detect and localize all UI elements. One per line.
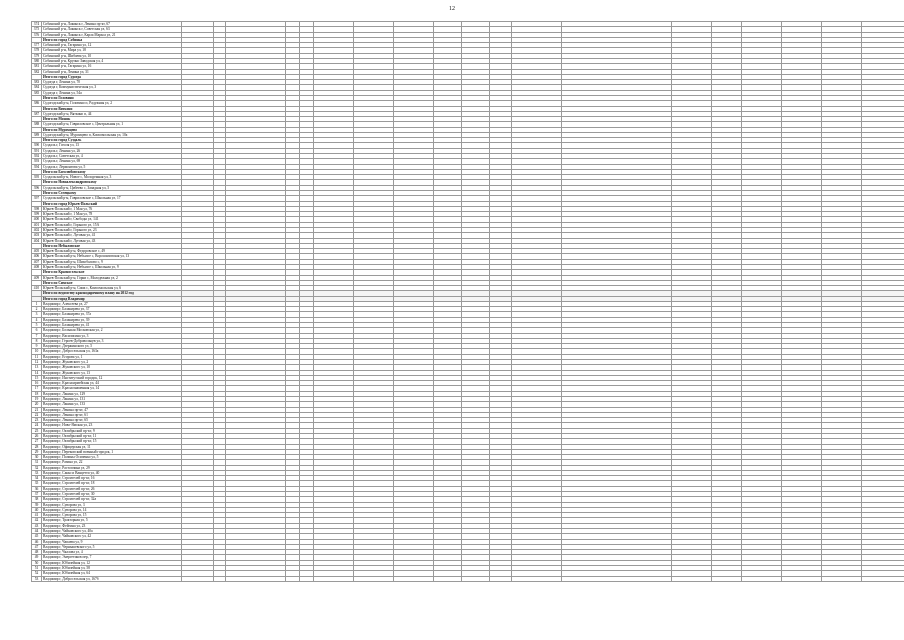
row-number: 378 <box>32 48 42 53</box>
row-address: Владимир г, Чкалова ул, 4 <box>42 550 182 555</box>
row-number: 28 <box>32 444 42 449</box>
row-number: 386 <box>32 101 42 106</box>
row-number: 385 <box>32 90 42 95</box>
row-address: Владимир г, Строителей пр-кт, 18 <box>42 481 182 486</box>
row-number: 376 <box>32 32 42 37</box>
row-number: 15 <box>32 375 42 380</box>
row-number: 17 <box>32 386 42 391</box>
row-number: 30 <box>32 455 42 460</box>
row-address: Владимир г, Балакирева ул, 39 <box>42 317 182 322</box>
row-address: Владимир г, Чайковского ул, 40а <box>42 529 182 534</box>
row-address: Собинский р-н, Гагарина ул, 12 <box>42 43 182 48</box>
row-address: Владимир г, Жуковского ул, 10 <box>42 365 182 370</box>
row-address: Владимир г, Дзержинского ул, 5 <box>42 344 182 349</box>
register-table <box>31 21 904 582</box>
row-number: 47 <box>32 544 42 549</box>
row-number: 27 <box>32 439 42 444</box>
row-address: Владимир г, Сакко и Ванцетти ул, 40 <box>42 470 182 475</box>
row-number: 399 <box>32 212 42 217</box>
row-address: Владимир г, Егорова ул, 1 <box>42 354 182 359</box>
row-address: Владимир г, Алексеева ул, 27 <box>42 301 182 306</box>
row-address: Юрьев-Польский р-н, Сима с, Комсомольская ул, 6 <box>42 286 182 291</box>
row-number: 6 <box>32 328 42 333</box>
row-cell <box>286 576 300 581</box>
row-address: Итого по Симское <box>42 280 182 285</box>
row-address: Владимир г, Лакина ул, 131 <box>42 396 182 401</box>
row-number: 9 <box>32 344 42 349</box>
row-number: 410 <box>32 286 42 291</box>
row-address: Владимир г, Балакирева ул, 37а <box>42 312 182 317</box>
row-address: Владимир г, Ленина пр-кт, 61 <box>42 412 182 417</box>
row-address: Владимир г, Офицерская ул, 11 <box>42 444 182 449</box>
row-address: Юрьев-Польский г, Луговая ул, 43 <box>42 238 182 243</box>
row-address: Владимир г, Лакина ул, 133 <box>42 402 182 407</box>
row-address: Судогда г, Ленина ул, 54а <box>42 90 182 95</box>
row-cell <box>862 576 904 581</box>
row-cell <box>300 576 314 581</box>
row-address: Итого по Селецкому <box>42 191 182 196</box>
row-address: Итого по город Владимир <box>42 296 182 301</box>
row-cell <box>314 576 354 581</box>
row-address: Владимир г, Жуковского ул, 2 <box>42 360 182 365</box>
row-number: 37 <box>32 492 42 497</box>
register-body <box>32 22 904 582</box>
row-number: 36 <box>32 486 42 491</box>
row-address: Владимир г, Тракторная ул, 5 <box>42 518 182 523</box>
row-address: Суздаль г, Ленина ул, 69 <box>42 159 182 164</box>
row-number: 41 <box>32 513 42 518</box>
row-address: Юрьев-Польский г, Луговая ул, 41 <box>42 233 182 238</box>
row-cell <box>354 576 394 581</box>
row-address: Собинский р-н, Гагарина ул, 16 <box>42 64 182 69</box>
row-number: 383 <box>32 80 42 85</box>
row-cell <box>226 576 286 581</box>
row-number: 32 <box>32 465 42 470</box>
row-number: 29 <box>32 449 42 454</box>
row-address: Суздальский р-н, Цибеево с, Западная ул, 5 <box>42 185 182 190</box>
row-address: Владимир г, Ленина пр-кт, 47 <box>42 407 182 412</box>
row-number: 20 <box>32 402 42 407</box>
row-cell <box>394 576 434 581</box>
row-address: Суздаль г, Гоголя ул, 13 <box>42 143 182 148</box>
row-number: 40 <box>32 507 42 512</box>
row-number: 375 <box>32 27 42 32</box>
row-number: 49 <box>32 555 42 560</box>
row-number: 21 <box>32 407 42 412</box>
row-number: 14 <box>32 370 42 375</box>
row-address: Итого по город Суздаль <box>42 138 182 143</box>
row-number: 402 <box>32 227 42 232</box>
row-address: Собинский р-н, Лакинск г, Советская ул, 63 <box>42 27 182 32</box>
row-address: Юрьев-Польский г, Горького ул, 15А <box>42 222 182 227</box>
row-address: Собинский р-н, Крупно Заводская ул, 4 <box>42 58 182 63</box>
row-number: 7 <box>32 333 42 338</box>
row-address: Владимир г, Балакирева ул, 37 <box>42 307 182 312</box>
row-address: Итого по город Собинка <box>42 37 182 42</box>
row-number: 409 <box>32 275 42 280</box>
row-number: 408 <box>32 264 42 269</box>
row-address: Владимир г, Красноармейская ул, 44 <box>42 381 182 386</box>
row-address: Итого по Мошок <box>42 117 182 122</box>
row-address: Владимир г, Юбилейная ул, 12 <box>42 560 182 565</box>
row-address: Юрьев-Польский г, Свободы ул, 141 <box>42 217 182 222</box>
row-address: Владимир г, Перекопский военный городок, 1 <box>42 449 182 454</box>
row-address: Итого по Вяткино <box>42 106 182 111</box>
row-address: Владимир г, Василисина ул, 3 <box>42 333 182 338</box>
row-number: 23 <box>32 418 42 423</box>
row-number: 389 <box>32 132 42 137</box>
row-number: 46 <box>32 539 42 544</box>
row-address: Владимир г, Октябрьский пр-кт, 11 <box>42 433 182 438</box>
row-number: 388 <box>32 122 42 127</box>
row-address: Итого по Боголюбовскому <box>42 169 182 174</box>
row-number: 395 <box>32 175 42 180</box>
page-number: 12 <box>449 6 455 12</box>
row-number: 35 <box>32 481 42 486</box>
row-number: 393 <box>32 159 42 164</box>
row-number: 42 <box>32 518 42 523</box>
row-address: Судогодский р-н, Головино п, Радужная ул, 2 <box>42 101 182 106</box>
row-number: 34 <box>32 476 42 481</box>
row-number: 404 <box>32 238 42 243</box>
row-number: 25 <box>32 428 42 433</box>
row-address: Владимир г, Ленина пр-кт, 65 <box>42 418 182 423</box>
row-number: 407 <box>32 259 42 264</box>
row-address: Итого по Красносельское <box>42 270 182 275</box>
row-address: Итого по Новоалександровскому <box>42 180 182 185</box>
row-address: Суздальский р-н, Гавриловское с, Школьная ул, 17 <box>42 196 182 201</box>
row-address: Итого по Головино <box>42 95 182 100</box>
row-cell <box>490 576 512 581</box>
row-number: 1 <box>32 301 42 306</box>
row-number: 2 <box>32 307 42 312</box>
row-address: Юрьев-Польский р-н, Федоровское с, 49 <box>42 249 182 254</box>
row-address: Владимир г, Октябрьский пр-кт, 9 <box>42 428 182 433</box>
row-number: 12 <box>32 360 42 365</box>
row-number: 53 <box>32 576 42 581</box>
row-number: 48 <box>32 550 42 555</box>
row-number: 22 <box>32 412 42 417</box>
row-address: Итого по Муромцево <box>42 127 182 132</box>
row-address: Владимир г, Балакирева ул, 41 <box>42 323 182 328</box>
row-number: 387 <box>32 111 42 116</box>
row-address: Судогда г, Коммунистическая ул, 3 <box>42 85 182 90</box>
row-number: 3 <box>32 312 42 317</box>
row-number: 394 <box>32 164 42 169</box>
row-number: 50 <box>32 560 42 565</box>
row-number: 401 <box>32 222 42 227</box>
row-number: 380 <box>32 58 42 63</box>
row-address: Юрьев-Польский г, 1 Мая ул, 76 <box>42 206 182 211</box>
row-number: 398 <box>32 206 42 211</box>
row-address: Итого по город Судогда <box>42 74 182 79</box>
row-number: 10 <box>32 349 42 354</box>
row-cell <box>512 576 562 581</box>
row-address: Судогодский р-н, Вяткино п, 44 <box>42 111 182 116</box>
row-address: Судогодский р-н, Муромцево п, Комсомольская ул, 10а <box>42 132 182 137</box>
row-address: Судогодский р-н, Гавриловское с, Центральная ул, 1 <box>42 122 182 127</box>
row-number: 16 <box>32 381 42 386</box>
row-cell <box>434 576 462 581</box>
row-address: Владимир г, Лакина ул, 129 <box>42 391 182 396</box>
row-cell <box>672 576 712 581</box>
row-address: Владимир г, Юбилейная ул, 64 <box>42 571 182 576</box>
row-address: Владимир г, Октябрьский пр-кт, 15 <box>42 439 182 444</box>
row-address: Владимир г, Добросельская ул, 167б <box>42 576 182 581</box>
row-address: Итого по ведомству краснодарочному плану на 2012 год <box>42 291 182 296</box>
row-address: Владимир г, Чернышевского ул, 5 <box>42 544 182 549</box>
row-number: 377 <box>32 43 42 48</box>
row-address: Собинский р-н, Ленина ул, 31 <box>42 69 182 74</box>
row-address: Владимир г, Строителей пр-кт, 30 <box>42 492 182 497</box>
row-address: Владимир г, Разина ул, 22 <box>42 460 182 465</box>
row-number: 45 <box>32 534 42 539</box>
row-number: 19 <box>32 396 42 401</box>
row-number: 405 <box>32 249 42 254</box>
row-number: 51 <box>32 565 42 570</box>
row-address: Итого по город Юрьев-Польский <box>42 201 182 206</box>
row-address: Владимир г, Героев-Добровольцев ул, 3 <box>42 338 182 343</box>
row-number: 379 <box>32 53 42 58</box>
row-address: Владимир г, Фейгина ул, 23 <box>42 523 182 528</box>
row-address: Владимир г, Строителей пр-кт, 32а <box>42 497 182 502</box>
row-address: Собинский р-н, Мира ул, 18 <box>42 48 182 53</box>
row-address: Владимир г, Юбилейная ул, 58 <box>42 565 182 570</box>
row-cell <box>214 576 226 581</box>
row-address: Суздаль г, Ленина ул, 26 <box>42 148 182 153</box>
row-number: 403 <box>32 233 42 238</box>
row-number: 384 <box>32 85 42 90</box>
row-address: Владимир г, Энергетиков пер, 7 <box>42 555 182 560</box>
row-address: Владимир г, Чапаева ул, 9 <box>42 539 182 544</box>
row-address: Суздаль г, Лермонтова ул, 5 <box>42 164 182 169</box>
row-cell <box>462 576 490 581</box>
row-number: 400 <box>32 217 42 222</box>
row-address: Собинский р-н, Лакинск г, Ленина пр-кт, 67 <box>42 22 182 27</box>
row-number: 396 <box>32 185 42 190</box>
row-number: 5 <box>32 323 42 328</box>
row-number: 38 <box>32 497 42 502</box>
row-address: Владимир г, Ново-Ямская ул, 23 <box>42 423 182 428</box>
row-number: 24 <box>32 423 42 428</box>
row-address: Юрьев-Польский р-н, Горки с, Молодежная ул, 2 <box>42 275 182 280</box>
row-cell <box>782 576 822 581</box>
row-address: Владимир г, Суворова ул, 14 <box>42 507 182 512</box>
row-cell <box>182 576 214 581</box>
row-address: Суздаль г, Советская ул, 4 <box>42 154 182 159</box>
row-number: 43 <box>32 523 42 528</box>
row-number: 13 <box>32 365 42 370</box>
row-number: 52 <box>32 571 42 576</box>
row-address: Владимир г, Суворова ул, 3 <box>42 502 182 507</box>
row-address: Владимир г, Добросельская ул, 163а <box>42 349 182 354</box>
row-number: 8 <box>32 338 42 343</box>
row-number: 381 <box>32 64 42 69</box>
row-number: 39 <box>32 502 42 507</box>
row-address: Юрьев-Польский г, Горького ул, 23 <box>42 227 182 232</box>
row-address: Собинский р-н, Шибаева ул, 10 <box>42 53 182 58</box>
row-address: Юрьев-Польский р-н, Шихобалово с, 9 <box>42 259 182 264</box>
row-address: Владимир г, Краснознаменная ул, 14 <box>42 386 182 391</box>
row-number: 44 <box>32 529 42 534</box>
row-address: Владимир г, Суворова ул, 15 <box>42 513 182 518</box>
row-address: Собинский р-н, Лакинск г, Карла Маркса ул, 21 <box>42 32 182 37</box>
row-address: Владимир г, Строителей пр-кт, 26 <box>42 486 182 491</box>
row-number: 26 <box>32 433 42 438</box>
row-address: Юрьев-Польский р-н, Небылое с, Ворошиловская ул, 13 <box>42 254 182 259</box>
row-address: Юрьев-Польский г, 1 Мая ул, 78 <box>42 212 182 217</box>
row-cell <box>712 576 742 581</box>
row-cell <box>562 576 672 581</box>
row-number: 11 <box>32 354 42 359</box>
row-number: 392 <box>32 154 42 159</box>
table-row <box>32 576 904 581</box>
row-address: Владимир г, Институтский городок, 12 <box>42 375 182 380</box>
row-address: Владимир г, Растопчина ул, 29 <box>42 465 182 470</box>
row-address: Судогда г, Ленина ул, 70 <box>42 80 182 85</box>
row-cell <box>822 576 862 581</box>
row-number: 397 <box>32 196 42 201</box>
row-number: 391 <box>32 148 42 153</box>
row-address: Суздальский р-н, Новое с, Молодежная ул, 3 <box>42 175 182 180</box>
row-number: 18 <box>32 391 42 396</box>
row-cell <box>742 576 782 581</box>
row-number: 33 <box>32 470 42 475</box>
row-address: Владимир г, Строителей пр-кт, 16 <box>42 476 182 481</box>
row-address: Владимир г, Большая Московская ул, 2 <box>42 328 182 333</box>
row-number: 31 <box>32 460 42 465</box>
row-number: 382 <box>32 69 42 74</box>
row-address: Владимир г, Полины Осипенко ул, 5 <box>42 455 182 460</box>
row-number: 374 <box>32 22 42 27</box>
row-number: 406 <box>32 254 42 259</box>
row-address: Владимир г, Чайковского ул, 42 <box>42 534 182 539</box>
row-address: Итого по Небыловское <box>42 243 182 248</box>
row-address: Юрьев-Польский р-н, Небылое с, Школьная ул, 9 <box>42 264 182 269</box>
row-address: Владимир г, Жуковского ул, 13 <box>42 370 182 375</box>
row-number: 390 <box>32 143 42 148</box>
row-number: 4 <box>32 317 42 322</box>
